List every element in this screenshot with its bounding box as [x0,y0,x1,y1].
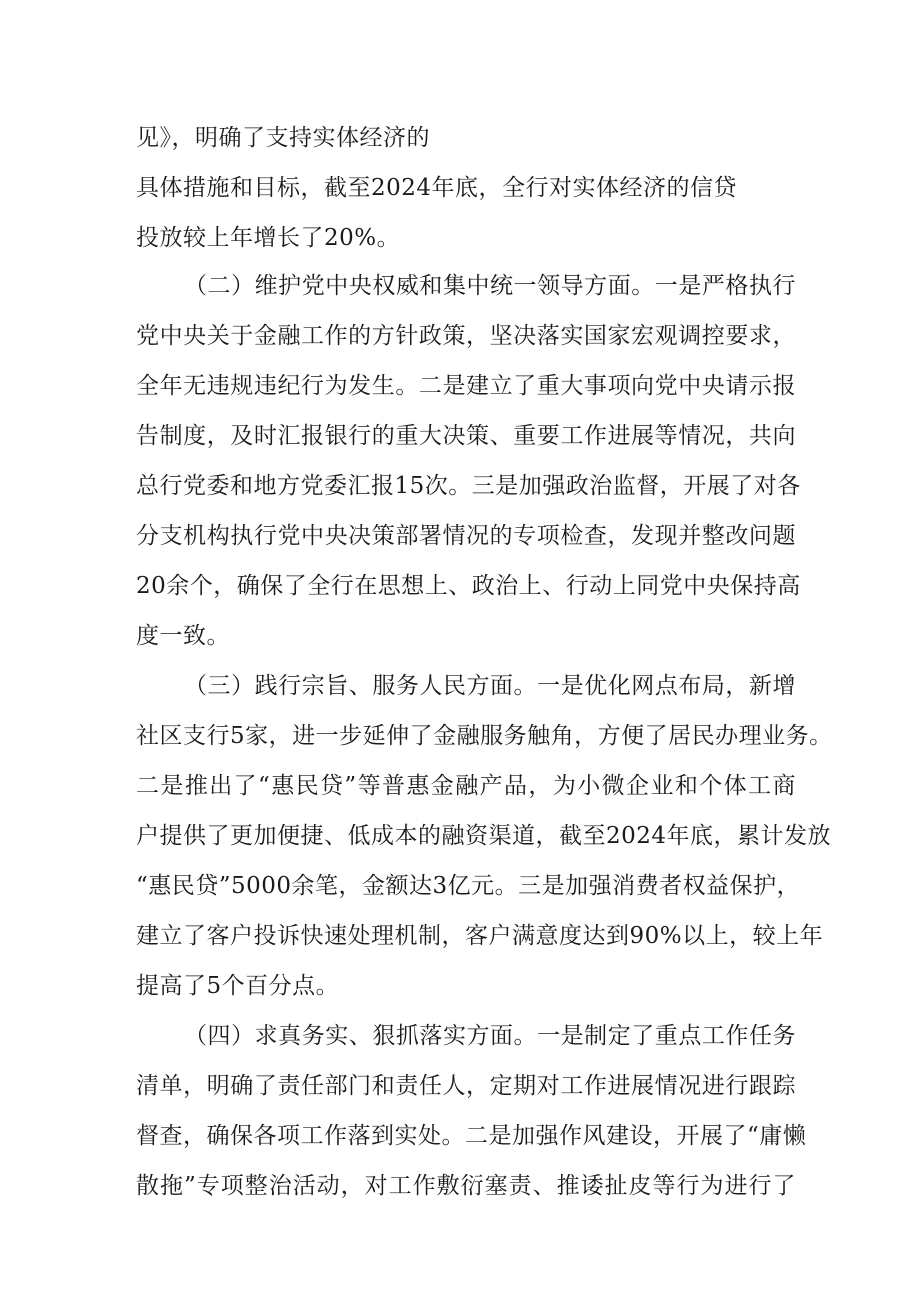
text-line: 度一致。 [136,623,230,649]
text-line: 见》，明确了支持实体经济的 [136,125,430,151]
text-line: 投放较上年增长了20%。 [136,225,401,251]
text-line: 全年无违规违纪行为发生。二是建立了重大事项向党中央请示报 [136,373,796,399]
text-line: 党中央关于金融工作的方针政策，坚决落实国家宏观调控要求， [136,323,796,349]
text-line: 总行党委和地方党委汇报15次。三是加强政治监督，开展了对各 [136,473,801,499]
text-line: 督查，确保各项工作落到实处。二是加强作风建设，开展了“庸懒 [136,1123,807,1149]
text-line: 告制度，及时汇报银行的重大决策、重要工作进展等情况，共向 [136,423,796,449]
text-line: 分支机构执行党中央决策部署情况的专项检查，发现并整改问题 [136,523,796,549]
paragraph-first-line: （四）求真务实、狠抓落实方面。一是制定了重点工作任务 [184,1023,796,1049]
text-line: 建立了客户投诉快速处理机制，客户满意度达到90%以上，较上年 [136,923,824,949]
text-line: 户提供了更加便捷、低成本的融资渠道，截至2024年底，累计发放 [136,823,832,849]
text-line: 提高了5个百分点。 [136,973,340,999]
text-line: 20余个，确保了全行在思想上、政治上、行动上同党中央保持高 [136,573,801,599]
paragraph-first-line: （二）维护党中央权威和集中统一领导方面。一是严格执行 [184,273,796,299]
text-line: “惠民贷”5000余笔，金额达3亿元。三是加强消费者权益保护， [136,873,801,899]
text-line: 具体措施和目标，截至2024年底，全行对实体经济的信贷 [136,175,738,201]
text-line: 二是推出了“惠民贷”等普惠金融产品，为小微企业和个体工商 [136,773,796,799]
paragraph-first-line: （三）践行宗旨、服务人民方面。一是优化网点布局，新增 [184,673,796,699]
text-line: 散拖”专项整治活动，对工作敷衍塞责、推诿扯皮等行为进行了 [136,1173,796,1199]
text-line: 社区支行5家，进一步延伸了金融服务触角，方便了居民办理业务。 [136,723,833,749]
text-line: 清单，明确了责任部门和责任人，定期对工作进展情况进行跟踪 [136,1073,796,1099]
